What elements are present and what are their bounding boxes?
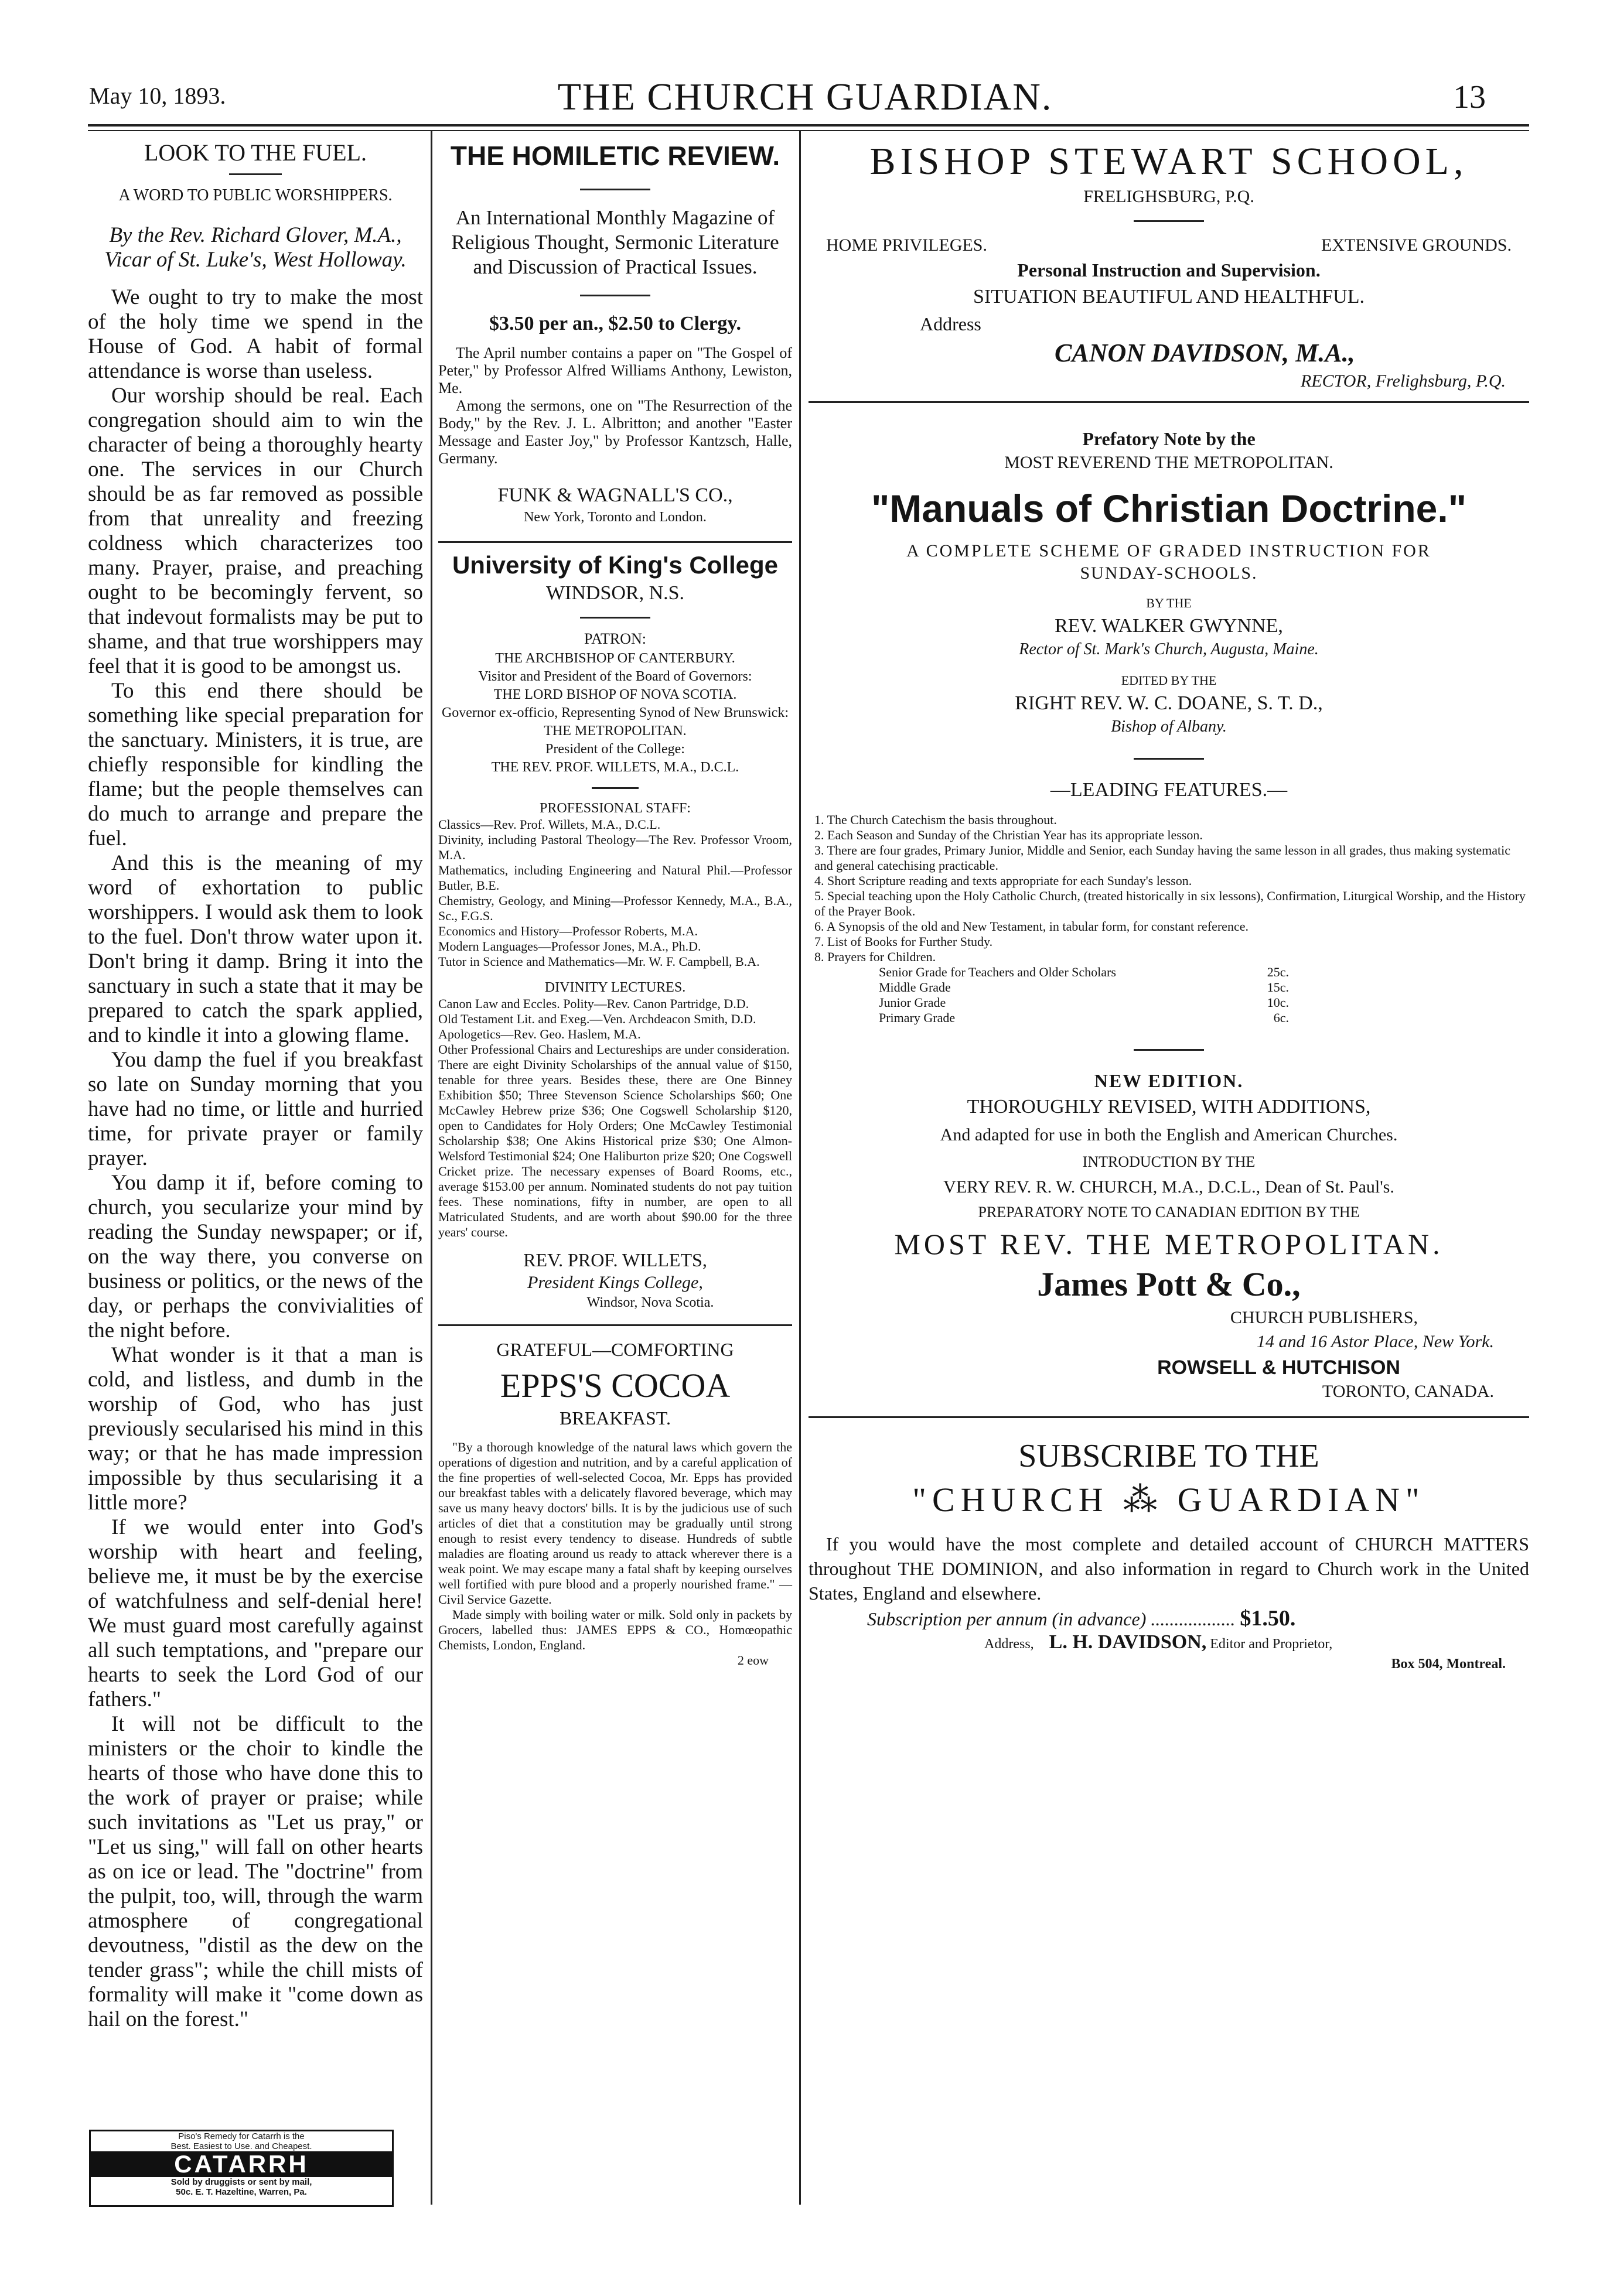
homiletic-publisher-address: New York, Toronto and London. <box>524 510 707 525</box>
introduction-author: VERY REV. R. W. CHURCH, M.A., D.C.L., Dean of St. Paul's. <box>943 1177 1394 1197</box>
feature-item: 1. The Church Catechism the basis throughout. <box>814 812 1057 827</box>
divinity-item: Other Professional Chairs and Lectureships are under consideration. <box>438 1042 790 1057</box>
agent-place: TORONTO, CANADA. <box>1322 1382 1494 1401</box>
price-value: 10c. <box>1267 995 1289 1010</box>
bishop-place: FRELIGHSBURG, P.Q. <box>1083 187 1254 206</box>
article-byline: By the Rev. Richard Glover, M.A., <box>109 223 402 247</box>
section-rule <box>809 401 1529 403</box>
manuals-author: REV. WALKER GWYNNE, <box>1055 615 1283 637</box>
subscribe-text: If you would have the most complete and detailed account of CHURCH MATTERS throughout THE DOMINION, and also information in regard to Church work in the United States, England and elsewhere. <box>809 1533 1529 1604</box>
divider <box>1134 758 1204 760</box>
column-3 <box>809 138 1529 1673</box>
patron-heading: PATRON: <box>584 630 646 647</box>
divinity-heading: DIVINITY LECTURES. <box>544 980 686 995</box>
column-1-article <box>88 138 423 2032</box>
staff-item: Classics—Rev. Prof. Willets, M.A., D.C.L. <box>438 817 661 832</box>
manuals-editor-role: Bishop of Albany. <box>1111 718 1227 736</box>
feature-item: 8. Prayers for Children. <box>814 949 936 964</box>
divider <box>1134 220 1204 222</box>
divider <box>592 787 639 789</box>
staff-item: Divinity, including Pastoral Theology—The Rev. Professor Vroom, M.A. <box>438 832 792 862</box>
president-heading: President of the College: <box>545 742 685 757</box>
metropolitan: MOST REV. THE METROPOLITAN. <box>894 1228 1444 1260</box>
price-label: Primary Grade <box>879 1010 956 1025</box>
epps-heading: GRATEFUL—COMFORTING <box>496 1339 734 1360</box>
manuals-title: "Manuals of Christian Doctrine." <box>871 487 1467 530</box>
feature-item: 3. There are four grades, Primary Junior, Middle and Senior, each Sunday having the same lesson in all grades, thus making systematic and general catechising practicable. <box>814 843 1510 873</box>
prefatory-note: Prefatory Note by the <box>1082 428 1256 449</box>
masthead-title: THE CHURCH GUARDIAN. <box>557 76 1053 118</box>
subscribe-address-row <box>809 1632 1529 1655</box>
header-rule-thin <box>88 130 1529 131</box>
divider <box>580 189 650 190</box>
bishop-address-label: Address <box>920 313 981 334</box>
manuals-scheme-2: SUNDAY-SCHOOLS. <box>1080 563 1258 583</box>
introduction-by: INTRODUCTION BY THE <box>1082 1153 1256 1170</box>
subscription-row <box>809 1605 1529 1632</box>
divinity-item: There are eight Divinity Scholarships of the annual value of $150, tenable for three years. Besides these, there are One Binney Exhibition $50; Three Stevenson Science Scholarships $60; One McCawley Hebrew prize $36; One Cogswell Scholarship $120, open to Candidates for Holy Orders; One McCawley Testimonial Scholarship $38; One Akins Historical prize $30; One Almon-Welsford Testimonial $24; One Haliburton prize $20; One Cogswell Cricket prize. The necessary expenses of Board Rooms, etc., average $153.00 per annum. Nominated students do not pay tuition fees. These nominations, fifty in number, are open to all Matriculated Students, and are worth about $90.00 for the three years' course. <box>438 1057 792 1239</box>
column-2 <box>438 138 792 1668</box>
price-row <box>879 980 1289 995</box>
paragraph: If we would enter into God's worship with heart and feeling, believe me, it must be by the exercise of watchfulness and self-denial here! We must guard most carefully against all such temptations, and "prepare our hearts to seek the Lord God of our fathers." <box>88 1515 423 1711</box>
kings-place: WINDSOR, N.S. <box>545 582 685 604</box>
adapted: And adapted for use in both the English and American Churches. <box>940 1125 1398 1144</box>
ad-line: 50c. E. T. Hazeltine, Warren, Pa. <box>176 2187 307 2197</box>
patron-name: THE ARCHBISHOP OF CANTERBURY. <box>495 651 735 666</box>
epps-code: 2 eow <box>737 1653 769 1668</box>
subscription-price: $1.50. <box>1240 1606 1296 1631</box>
staff-item: Modern Languages—Professor Jones, M.A., Ph.D. <box>438 939 701 954</box>
divinity-list <box>438 996 792 1240</box>
revised: THOROUGHLY REVISED, WITH ADDITIONS, <box>967 1096 1371 1118</box>
publisher-role: CHURCH PUBLISHERS, <box>1230 1308 1418 1327</box>
by-the: BY THE <box>1146 596 1192 610</box>
prefatory-author: MOST REVEREND THE METROPOLITAN. <box>1004 453 1333 472</box>
homiletic-price: $3.50 per an., $2.50 to Clergy. <box>489 313 741 334</box>
features-heading: —LEADING FEATURES.— <box>1050 779 1288 801</box>
address-label: Address, <box>984 1636 1034 1652</box>
subscribe-heading: SUBSCRIBE TO THE <box>1018 1438 1319 1474</box>
paragraph: What wonder is it that a man is cold, and listless, and dumb in the worship of God, who has just previously secularised his mind in this way; or that he has made impression impossible by thus secularising it a little more? <box>88 1343 423 1515</box>
paragraph: We ought to try to make the most of the holy time we spend in the House of God. A habit of formal attendance is worse than useless. <box>88 285 423 383</box>
staff-item: Chemistry, Geology, and Mining—Professor Kennedy, M.A., B.A., Sc., F.G.S. <box>438 893 792 923</box>
bishop-situation: SITUATION BEAUTIFUL AND HEALTHFUL. <box>973 286 1365 308</box>
visitor-heading: Visitor and President of the Board of Governors: <box>478 669 752 684</box>
header-rule <box>88 124 1529 127</box>
paragraph: It will not be difficult to the ministers or the choir to kindle the hearts of those who have done this to the work of prayer or praise; while such invitations as "Let us pray," or "Let us sing," will fall on other hearts as on ice or lead. The "doctrine" from the pulpit, too, will, through the warm atmosphere of congregational devoutness, "distil as the dew on the tender grass"; while the chill mists of formality will make it "come down as hail on the forest." <box>88 1712 423 2031</box>
ad-line: Sold by druggists or sent by mail, <box>170 2177 312 2187</box>
publisher-name: James Pott & Co., <box>1037 1265 1301 1303</box>
price-row <box>879 965 1289 980</box>
column-divider-2 <box>799 131 801 2205</box>
paragraph: Our worship should be real. Each congregation should aim to win the character of being a thoroughly hearty one. The services in our Church should be as far removed as possible from that unreality and freezing coldness which characterizes too many. Prayer, praise, and preaching ought to be becomingly fervent, so that indevout formalists may be put to shame, and that true worshippers may feel that it is good to be amongst us. <box>88 384 423 678</box>
homiletic-title: THE HOMILETIC REVIEW. <box>450 141 780 171</box>
article-subtitle: A WORD TO PUBLIC WORSHIPPERS. <box>118 186 393 204</box>
price-value: 25c. <box>1267 965 1289 979</box>
staff-item: Tutor in Science and Mathematics—Mr. W. F. Campbell, B.A. <box>438 954 760 969</box>
bishop-features-row <box>809 234 1529 257</box>
manuals-author-role: Rector of St. Mark's Church, Augusta, Maine. <box>1019 640 1319 658</box>
price-label: Middle Grade <box>879 980 951 995</box>
page-number: 13 <box>1453 79 1486 115</box>
kings-signature-place: Windsor, Nova Scotia. <box>586 1295 714 1310</box>
paragraph: And this is the meaning of my word of exhortation to public worshippers. I would ask them to look to the fuel. Don't throw water upon it. Don't bring it damp. Bring it into the sanctuary in such a state that it may be prepared to catch the spark applied, and to kindle it into a glowing flame. <box>88 851 423 1047</box>
divider <box>580 295 650 296</box>
paragraph: You damp the fuel if you breakfast so late on Sunday morning that you have had no time, or little and hurried time, for private prayer or family prayer. <box>88 1048 423 1170</box>
epps-text: "By a thorough knowledge of the natural laws which govern the operations of digestion and nutrition, and by a careful application of the fine properties of well-selected Cocoa, Mr. Epps has provided our breakfast tables with a delicately flavored beverage, which may save us many heavy doctors' bills. It is by the judicious use of such articles of diet that a constitution may be gradually until strong enough to resist every tendency to disease. Hundreds of subtle maladies are floating around us ready to attack wherever there is a weak point. We may escape many a fatal shaft by keeping ourselves well fortified with pure blood and a properly nourished frame." —Civil Service Gazette. <box>438 1440 792 1607</box>
kings-title: University of King's College <box>452 551 779 579</box>
staff-list <box>438 817 792 969</box>
subscription-label: Subscription per annum (in advance) .................. <box>867 1608 1236 1629</box>
manuals-editor: RIGHT REV. W. C. DOANE, S. T. D., <box>1015 692 1323 714</box>
president-name: THE REV. PROF. WILLETS, M.A., D.C.L. <box>491 760 739 775</box>
price-label: Junior Grade <box>879 995 946 1010</box>
homiletic-description: An International Monthly Magazine of Religious Thought, Sermonic Literature and Discussion of Practical Issues. <box>451 206 779 278</box>
staff-item: Mathematics, including Engineering and Natural Phil.—Professor Butler, B.E. <box>438 863 792 893</box>
divinity-item: Canon Law and Eccles. Polity—Rev. Canon Partridge, D.D. <box>438 996 749 1011</box>
home-privileges: HOME PRIVILEGES. <box>826 235 987 255</box>
divider <box>229 173 282 175</box>
agent-name: ROWSELL & HUTCHISON <box>1157 1357 1400 1379</box>
edited-by: EDITED BY THE <box>1121 673 1217 688</box>
staff-item: Economics and History—Professor Roberts, M.A. <box>438 924 698 938</box>
bishop-rector: RECTOR, Frelighsburg, P.Q. <box>1300 371 1506 391</box>
new-edition: NEW EDITION. <box>1094 1070 1244 1091</box>
bishop-instruction: Personal Instruction and Supervision. <box>1017 259 1321 281</box>
price-table <box>809 965 1289 1026</box>
governor-name: THE METROPOLITAN. <box>544 723 687 739</box>
article-title: LOOK TO THE FUEL. <box>144 139 367 166</box>
preparatory-note: PREPARATORY NOTE TO CANADIAN EDITION BY THE <box>978 1204 1360 1221</box>
catarrh-banner: CATARRH <box>91 2151 392 2177</box>
feature-item: 4. Short Scripture reading and texts appropriate for each Sunday's lesson. <box>814 873 1192 888</box>
article-byline-2: Vicar of St. Luke's, West Holloway. <box>104 248 407 272</box>
divinity-item: Old Testament Lit. and Exeg.—Ven. Archdeacon Smith, D.D. <box>438 1012 756 1026</box>
divider <box>1134 1049 1204 1051</box>
epps-subtitle: BREAKFAST. <box>560 1407 671 1429</box>
homiletic-note: The April number contains a paper on "The Gospel of Peter," by Professor Alfred Williams Anthony, Lewiston, Me. <box>438 344 792 397</box>
staff-heading: PROFESSIONAL STAFF: <box>540 801 691 816</box>
price-value: 15c. <box>1267 980 1289 995</box>
section-rule <box>809 1416 1529 1418</box>
publisher-address: 14 and 16 Astor Place, New York. <box>1256 1332 1494 1351</box>
governor-heading: Governor ex-officio, Representing Synod of New Brunswick: <box>441 705 789 720</box>
homiletic-publisher: FUNK & WAGNALL'S CO., <box>497 484 733 506</box>
editor-box: Box 504, Montreal. <box>1391 1656 1506 1672</box>
manuals-scheme: A COMPLETE SCHEME OF GRADED INSTRUCTION FOR <box>906 541 1431 561</box>
extensive-grounds: EXTENSIVE GROUNDS. <box>1321 235 1512 255</box>
subscribe-title: "CHURCH ⁂ GUARDIAN" <box>912 1481 1425 1519</box>
price-row <box>879 1010 1289 1026</box>
ad-line: Best. Easiest to Use. and Cheapest. <box>170 2141 312 2151</box>
price-row <box>879 995 1289 1010</box>
price-label: Senior Grade for Teachers and Older Scholars <box>879 965 1116 979</box>
section-rule <box>438 541 792 543</box>
paragraph: You damp it if, before coming to church, you secularize your mind by reading the Sunday newspaper; or if, on the way there, you converse on business or politics, or the news of the day, or perhaps the convivialities of the night before. <box>88 1171 423 1342</box>
feature-item: 7. List of Books for Further Study. <box>814 934 993 949</box>
feature-item: 5. Special teaching upon the Holy Catholic Church, (treated historically in six lessons), Confirmation, Liturgical Worship, and the History of the Prayer Book. <box>814 889 1526 918</box>
article-body <box>88 285 423 2032</box>
epps-title: EPPS'S COCOA <box>500 1366 731 1405</box>
bishop-title: BISHOP STEWART SCHOOL, <box>869 140 1468 183</box>
divinity-item: Apologetics—Rev. Geo. Haslem, M.A. <box>438 1027 641 1041</box>
epps-text-2: Made simply with boiling water or milk. Sold only in packets by Grocers, labelled thus: JAMES EPPS & CO., Homœopathic Chemists, London, England. <box>438 1607 792 1652</box>
feature-item: 2. Each Season and Sunday of the Christian Year has its appropriate lesson. <box>814 828 1203 842</box>
editor-role: Editor and Proprietor, <box>1210 1636 1333 1652</box>
price-value: 6c. <box>1273 1010 1289 1025</box>
issue-date: May 10, 1893. <box>89 83 226 109</box>
kings-signature-title: President Kings College, <box>527 1273 703 1292</box>
divider <box>580 617 650 619</box>
bishop-contact-name: CANON DAVIDSON, M.A., <box>1055 339 1355 367</box>
section-rule <box>438 1324 792 1326</box>
features-list <box>809 812 1529 965</box>
ad-line: Piso's Remedy for Catarrh is the <box>178 2131 305 2141</box>
visitor-name: THE LORD BISHOP OF NOVA SCOTIA. <box>493 687 737 702</box>
catarrh-ad <box>89 2130 394 2207</box>
feature-item: 6. A Synopsis of the old and New Testament, in tabular form, for constant reference. <box>814 919 1249 934</box>
editor-name: L. H. DAVIDSON, <box>1049 1631 1207 1653</box>
kings-signature: REV. PROF. WILLETS, <box>523 1249 707 1270</box>
column-divider-1 <box>431 131 432 2205</box>
paragraph: To this end there should be something like special preparation for the sanctuary. Ministers, it is true, are chiefly responsible for kindling the flame; but the people themselves can do much to arrange and prepare the fuel. <box>88 679 423 850</box>
homiletic-note: Among the sermons, one on "The Resurrection of the Body," by the Rev. J. L. Albritton; and another "Easter Message and Easter Joy," by Professor Kantzsch, Halle, Germany. <box>438 397 792 467</box>
